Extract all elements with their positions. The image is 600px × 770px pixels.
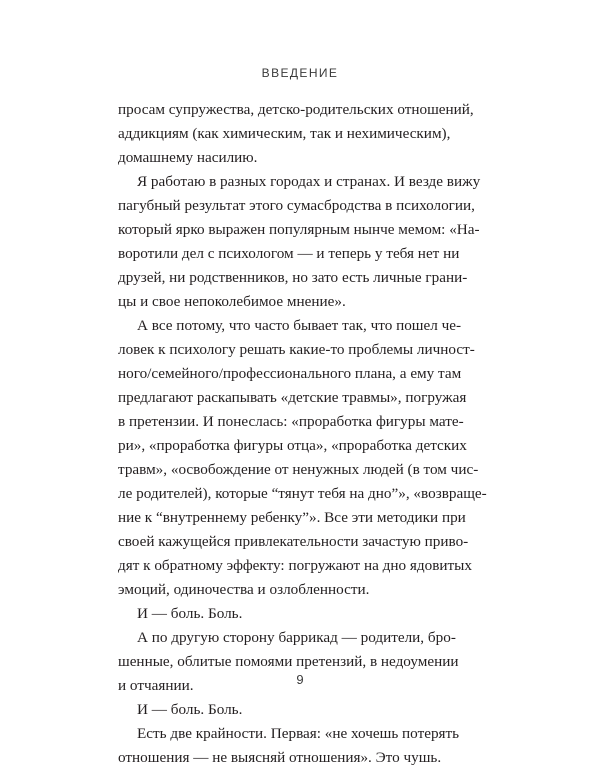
text-line: ного/семейного/профессионального плана, а ему там — [118, 365, 462, 382]
text-line: который ярко выражен популярным нынче мемом: «На- — [118, 221, 480, 238]
text-line: отношения — не выясняй отношения». Это чушь. — [118, 749, 442, 766]
text-line: ри», «проработка фигуры отца», «проработка детских — [118, 437, 467, 454]
paragraph — [118, 98, 476, 170]
text-line: А по другую сторону баррикад — родители, бро- — [137, 629, 456, 646]
text-line: А все потому, что часто бывает так, что пошел че- — [137, 317, 462, 334]
text-line: пагубный результат этого сумасбродства в психологии, — [118, 197, 475, 214]
text-line: цы и свое непоколебимое мнение». — [118, 293, 346, 310]
text-line: травм», «освобождение от ненужных людей (в том чис- — [118, 461, 479, 478]
paragraph — [118, 602, 476, 626]
text-line: просам супружества, детско-родительских отношений, — [118, 101, 474, 118]
text-line: воротили дел с психологом — и теперь у тебя нет ни — [118, 245, 460, 262]
paragraph — [118, 722, 476, 770]
text-line: ние к “внутреннему ребенку”». Все эти методики при — [118, 509, 466, 526]
text-line: дят к обратному эффекту: погружают на дно ядовитых — [118, 557, 472, 574]
body-text — [118, 98, 487, 770]
paragraph — [118, 626, 476, 698]
text-line: аддикциям (как химическим, так и нехимическим), — [118, 125, 451, 142]
running-head: ВВЕДЕНИЕ — [261, 66, 339, 80]
text-line: ле родителей), которые “тянут тебя на дно”», «возвраще- — [118, 485, 487, 502]
text-line: шенные, облитые помоями претензий, в недоумении — [118, 653, 459, 670]
text-line: Я работаю в разных городах и странах. И везде вижу — [137, 173, 481, 190]
page-number: 9 — [296, 672, 304, 687]
text-line: Есть две крайности. Первая: «не хочешь потерять — [137, 725, 460, 742]
text-line: в претензии. И понеслась: «проработка фигуры мате- — [118, 413, 464, 430]
text-line: своей кажущейся привлекательности зачастую приво- — [118, 533, 469, 550]
paragraph — [118, 698, 476, 722]
text-line: ловек к психологу решать какие-то проблемы личност- — [118, 341, 475, 358]
text-line: друзей, ни родственников, но зато есть личные грани- — [118, 269, 468, 286]
paragraph — [118, 314, 487, 602]
text-line: домашнему насилию. — [118, 149, 258, 166]
text-line: и отчаянии. — [118, 677, 194, 694]
text-line: предлагают раскапывать «детские травмы», погружая — [118, 389, 467, 406]
paragraph — [118, 170, 481, 314]
text-line: эмоций, одиночества и озлобленности. — [118, 581, 370, 598]
text-line: И — боль. Боль. — [137, 605, 243, 622]
text-line: И — боль. Боль. — [137, 701, 243, 718]
